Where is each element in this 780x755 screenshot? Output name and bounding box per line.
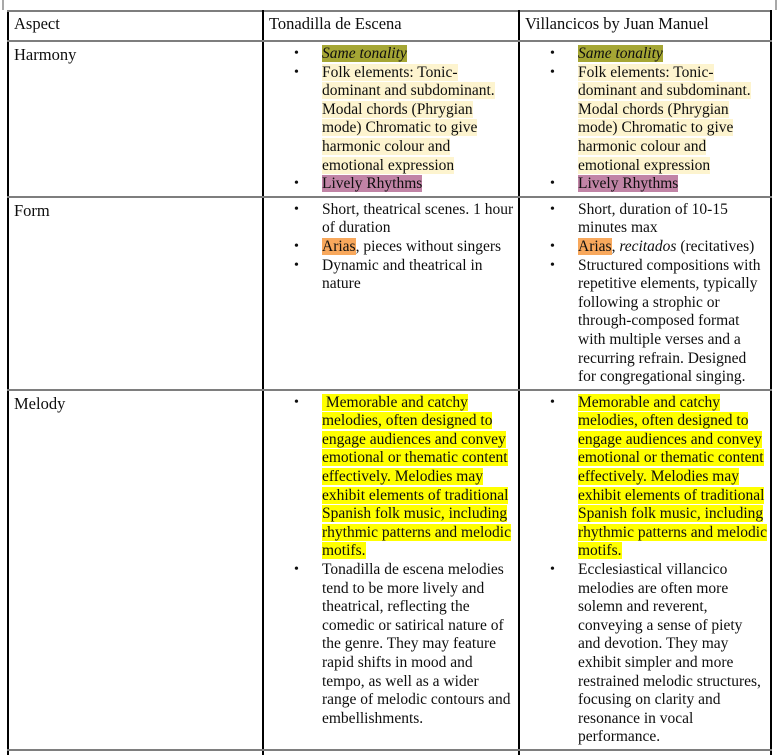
- column-header-villancicos-by-juan-manuel[interactable]: Villancicos by Juan Manuel: [519, 11, 771, 41]
- table-header: [8, 11, 771, 41]
- bullet-icon: •: [294, 176, 299, 192]
- text-run: Same tonality: [578, 45, 663, 62]
- tonadilla-cell[interactable]: [263, 41, 519, 197]
- bullet-icon: •: [550, 46, 555, 61]
- aspect-cell-form[interactable]: Form: [8, 197, 263, 390]
- bullet-item: [264, 64, 516, 176]
- table-row-melody: [8, 390, 771, 750]
- bullet-icon: •: [294, 394, 299, 410]
- outer-border-remnant-right: [775, 0, 777, 10]
- text-run: Arias: [322, 237, 356, 255]
- bullet-item: [264, 257, 516, 294]
- bullet-icon: •: [294, 257, 299, 273]
- column-header-aspect[interactable]: Aspect: [8, 11, 263, 41]
- bullet-item: [520, 45, 768, 64]
- bullet-item: [264, 238, 516, 257]
- text-run: Ecclesiastical villancico melodies are often more solemn and reverent, conveying a sense of piety and devotion. They may exhibit simpler and more restrained melodic structures, focusing on clarity and resonance in vocal performance.: [578, 561, 761, 746]
- text-run: , pieces without singers: [355, 237, 502, 255]
- text-run: Arias: [578, 237, 612, 255]
- villancicos-cell[interactable]: [519, 197, 771, 390]
- header-row: [8, 11, 771, 41]
- table-body: [8, 41, 771, 755]
- text-run: Folk elements: Tonic-dominant and subdominant. Modal chords (Phrygian mode) Chromatic to give harmonic colour and emotional expression: [578, 63, 751, 174]
- tonadilla-cell[interactable]: [263, 197, 519, 390]
- text-run: Structured compositions with repetitive elements, typically following a strophic or through-composed format with multiple verses and a recurring refrain. Designed for congregational singing.: [578, 256, 761, 386]
- bullet-item: [264, 394, 516, 561]
- table-row-form: [8, 197, 771, 390]
- bullet-item: [520, 201, 768, 238]
- partial-cell: [519, 750, 771, 755]
- bullet-item: [520, 394, 768, 561]
- bullet-item: [520, 561, 768, 747]
- text-run: Lively Rhythms: [578, 175, 679, 193]
- text-run: Memorable and catchy melodies, often designed to engage audiences and convey emotional or thematic content effectively. Melodies may exhibit elements of traditional Spanish folk music, including rhythmic patterns and melodic motifs.: [322, 393, 511, 560]
- villancicos-cell[interactable]: [519, 41, 771, 197]
- bullet-item: [520, 64, 768, 176]
- bullet-item: [520, 257, 768, 387]
- bullet-icon: •: [550, 64, 555, 80]
- bullet-icon: •: [294, 238, 299, 254]
- bullet-item: [264, 175, 516, 194]
- bullet-item: [520, 238, 768, 257]
- bullet-icon: •: [550, 257, 555, 273]
- text-run: Dynamic and theatrical in nature: [322, 256, 483, 293]
- bullet-item: [264, 561, 516, 728]
- column-header-tonadilla-de-escena[interactable]: Tonadilla de Escena: [263, 11, 519, 41]
- aspect-cell-harmony[interactable]: Harmony: [8, 41, 263, 197]
- villancicos-cell[interactable]: [519, 390, 771, 750]
- partial-cell: [8, 750, 263, 755]
- bullet-item: [520, 175, 768, 194]
- bullet-icon: •: [294, 562, 299, 578]
- text-run: Tonadilla de escena melodies tend to be more lively and theatrical, reflecting the comedic or satirical nature of the genre. They may feature rapid shifts in mood and tempo, as well as a wider range of melodic contours and embellishments.: [322, 561, 511, 727]
- bullet-icon: •: [550, 176, 555, 192]
- partial-cell: [263, 750, 519, 755]
- text-run: Folk elements: Tonic-dominant and subdominant. Modal chords (Phrygian mode) Chromatic to give harmonic colour and emotional expression: [322, 63, 495, 174]
- bullet-icon: •: [294, 64, 299, 80]
- text-run: ,: [611, 237, 620, 255]
- text-run: Short, duration of 10-15 minutes max: [578, 200, 728, 237]
- outer-border-remnant-left: [2, 0, 4, 10]
- text-run: Lively Rhythms: [322, 175, 423, 193]
- bullet-icon: •: [294, 46, 299, 61]
- aspect-cell-melody[interactable]: Melody: [8, 390, 263, 750]
- text-run: (recitatives): [676, 237, 755, 255]
- text-run: Short, theatrical scenes. 1 hour of duration: [322, 200, 514, 237]
- bullet-icon: •: [294, 201, 299, 217]
- partial-next-row: [8, 750, 771, 755]
- text-run: Memorable and catchy melodies, often designed to engage audiences and convey emotional or thematic content effectively. Melodies may exhibit elements of traditional Spanish folk music, including rhythmic patterns and melodic motifs.: [578, 393, 767, 560]
- bullet-item: [264, 201, 516, 238]
- text-run: Same tonality: [322, 45, 407, 62]
- bullet-icon: •: [550, 238, 555, 254]
- table-row-harmony: [8, 41, 771, 197]
- bullet-item: [264, 45, 516, 64]
- tonadilla-cell[interactable]: [263, 390, 519, 750]
- bullet-icon: •: [550, 201, 555, 217]
- bullet-icon: •: [550, 394, 555, 410]
- bullet-icon: •: [550, 562, 555, 578]
- text-run: recitados: [619, 237, 677, 255]
- comparison-table: [7, 10, 772, 755]
